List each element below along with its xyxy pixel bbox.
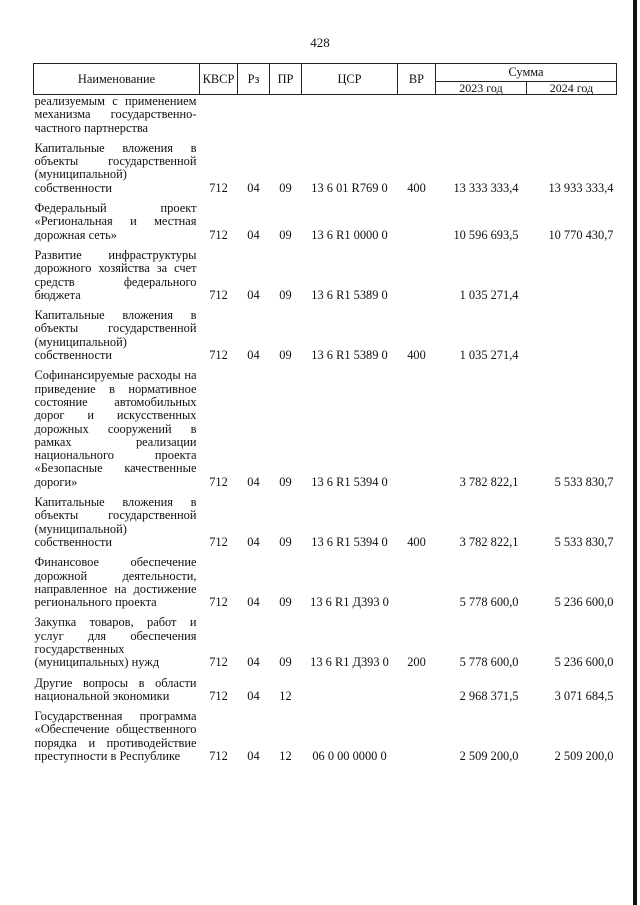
table-row [34, 195, 617, 242]
row-vr-cell: 400 [407, 534, 426, 549]
row-vr-cell [398, 242, 436, 302]
row-sum-2024-cell: 2 509 200,0 [554, 749, 614, 764]
row-pr-cell: 09 [279, 287, 292, 302]
row-pr-cell: 12 [279, 688, 292, 703]
row-name-cell: Капитальные вложения в объекты государственной (муниципальной) собственности [34, 495, 197, 549]
table-row [34, 670, 617, 704]
row-name-cell: Капитальные вложения в объекты государственной (муниципальной) собственности [34, 308, 197, 363]
row-rz-cell: 04 [247, 348, 260, 363]
row-name-cell: Закупка товаров, работ и услуг для обеспечения государственных (муниципальных) нужд [34, 615, 197, 670]
row-pr-cell [270, 95, 302, 135]
row-sum-2023-cell: 2 509 200,0 [459, 749, 519, 764]
row-sum-2023-cell: 5 778 600,0 [459, 655, 519, 670]
row-csr-cell [302, 95, 398, 135]
page-number: 428 [310, 35, 330, 50]
header-year-2023: 2023 год [436, 82, 527, 95]
row-sum-2024-cell: 10 770 430,7 [548, 227, 614, 242]
row-sum-2024-cell: 13 933 333,4 [548, 180, 614, 195]
row-csr-cell: 13 6 R1 5389 0 [311, 348, 388, 363]
row-pr-cell: 09 [279, 534, 292, 549]
row-rz-cell: 04 [247, 688, 260, 703]
row-name-cell: реализуемым с применением механизма государственно-частного партнерства [34, 94, 197, 135]
row-vr-cell: 400 [407, 348, 426, 363]
table-header [34, 64, 617, 95]
row-sum-2023-cell [436, 95, 527, 135]
row-csr-cell: 06 0 00 0000 0 [312, 749, 387, 764]
row-name-cell: Государственная программа «Обеспечение общественного порядка и противодействие преступности в Республике [34, 709, 197, 764]
table-row [34, 549, 617, 609]
row-pr-cell: 09 [279, 655, 292, 670]
row-csr-cell [302, 670, 398, 704]
row-kvsr-cell: 712 [209, 474, 228, 489]
row-vr-cell [398, 703, 436, 763]
table-row [34, 242, 617, 302]
row-sum-2023-cell: 13 333 333,4 [453, 180, 519, 195]
header-year-2024: 2024 год [527, 82, 617, 95]
header-rz: Рз [238, 64, 270, 95]
row-pr-cell: 09 [279, 474, 292, 489]
row-vr-cell [398, 670, 436, 704]
row-pr-cell: 09 [279, 227, 292, 242]
row-rz-cell: 04 [247, 534, 260, 549]
row-rz-cell: 04 [247, 655, 260, 670]
row-kvsr-cell [200, 95, 238, 135]
row-sum-2023-cell: 3 782 822,1 [459, 534, 519, 549]
row-rz-cell: 04 [247, 749, 260, 764]
row-pr-cell: 12 [279, 749, 292, 764]
page-edge-border [633, 0, 637, 905]
row-sum-2024-cell [527, 302, 617, 362]
row-rz-cell: 04 [247, 180, 260, 195]
table-body [34, 95, 617, 764]
row-name-cell: Софинансируемые расходы на приведение в нормативное состояние автомобильных дорог и искусственных дорожных сооружений в рамках реализации национального проекта «Безопасные качественные дороги» [34, 368, 197, 489]
row-sum-2023-cell: 1 035 271,4 [459, 348, 519, 363]
row-kvsr-cell: 712 [209, 655, 228, 670]
row-sum-2024-cell: 5 533 830,7 [554, 474, 614, 489]
row-csr-cell: 13 6 01 R769 0 [311, 180, 388, 195]
row-kvsr-cell: 712 [209, 534, 228, 549]
row-vr-cell: 400 [407, 180, 426, 195]
row-csr-cell: 13 6 R1 5394 0 [311, 534, 388, 549]
row-kvsr-cell: 712 [209, 688, 228, 703]
table-row [34, 489, 617, 549]
row-sum-2023-cell: 1 035 271,4 [459, 287, 519, 302]
row-csr-cell: 13 6 R1 0000 0 [311, 227, 388, 242]
row-kvsr-cell: 712 [209, 180, 228, 195]
table-row [34, 95, 617, 135]
row-kvsr-cell: 712 [209, 287, 228, 302]
row-sum-2023-cell: 2 968 371,5 [459, 688, 519, 703]
row-rz-cell: 04 [247, 227, 260, 242]
row-kvsr-cell: 712 [209, 749, 228, 764]
row-sum-2023-cell: 3 782 822,1 [459, 474, 519, 489]
row-csr-cell: 13 6 R1 Д393 0 [310, 655, 389, 670]
row-vr-cell [398, 195, 436, 242]
table-row [34, 703, 617, 763]
row-pr-cell: 09 [279, 180, 292, 195]
row-sum-2024-cell: 3 071 684,5 [554, 688, 614, 703]
row-sum-2023-cell: 5 778 600,0 [459, 595, 519, 610]
row-vr-cell [398, 549, 436, 609]
row-csr-cell: 13 6 R1 Д393 0 [310, 595, 389, 610]
table-row [34, 609, 617, 669]
row-kvsr-cell: 712 [209, 348, 228, 363]
header-name: Наименование [34, 64, 200, 95]
row-sum-2024-cell: 5 236 600,0 [554, 655, 614, 670]
row-sum-2024-cell [527, 242, 617, 302]
row-sum-2024-cell [527, 95, 617, 135]
header-pr: ПР [270, 64, 302, 95]
row-csr-cell: 13 6 R1 5394 0 [311, 474, 388, 489]
row-sum-2024-cell: 5 236 600,0 [554, 595, 614, 610]
row-kvsr-cell: 712 [209, 227, 228, 242]
header-sum: Сумма [436, 64, 617, 82]
row-vr-cell: 200 [407, 655, 426, 670]
row-name-cell: Федеральный проект «Региональная и местная дорожная сеть» [34, 201, 197, 242]
row-sum-2024-cell: 5 533 830,7 [554, 534, 614, 549]
row-pr-cell: 09 [279, 595, 292, 610]
row-name-cell: Развитие инфраструктуры дорожного хозяйства за счет средств федерального бюджета [34, 247, 197, 302]
row-kvsr-cell: 712 [209, 595, 228, 610]
header-kvsr: КВСР [200, 64, 238, 95]
row-rz-cell: 04 [247, 595, 260, 610]
table-row [34, 135, 617, 195]
row-rz-cell: 04 [247, 287, 260, 302]
row-rz-cell: 04 [247, 474, 260, 489]
table-row [34, 302, 617, 362]
row-sum-2023-cell: 10 596 693,5 [453, 227, 519, 242]
header-vr: ВР [398, 64, 436, 95]
row-rz-cell [238, 95, 270, 135]
budget-table [33, 63, 617, 763]
row-pr-cell: 09 [279, 348, 292, 363]
row-csr-cell: 13 6 R1 5389 0 [311, 287, 388, 302]
row-name-cell: Финансовое обеспечение дорожной деятельности, направленное на достижение регионального проекта [34, 555, 197, 610]
row-name-cell: Капитальные вложения в объекты государственной (муниципальной) собственности [34, 140, 197, 195]
row-vr-cell [398, 362, 436, 489]
row-name-cell: Другие вопросы в области национальной экономики [34, 675, 197, 703]
table-row [34, 362, 617, 489]
header-csr: ЦСР [302, 64, 398, 95]
row-vr-cell [398, 95, 436, 135]
